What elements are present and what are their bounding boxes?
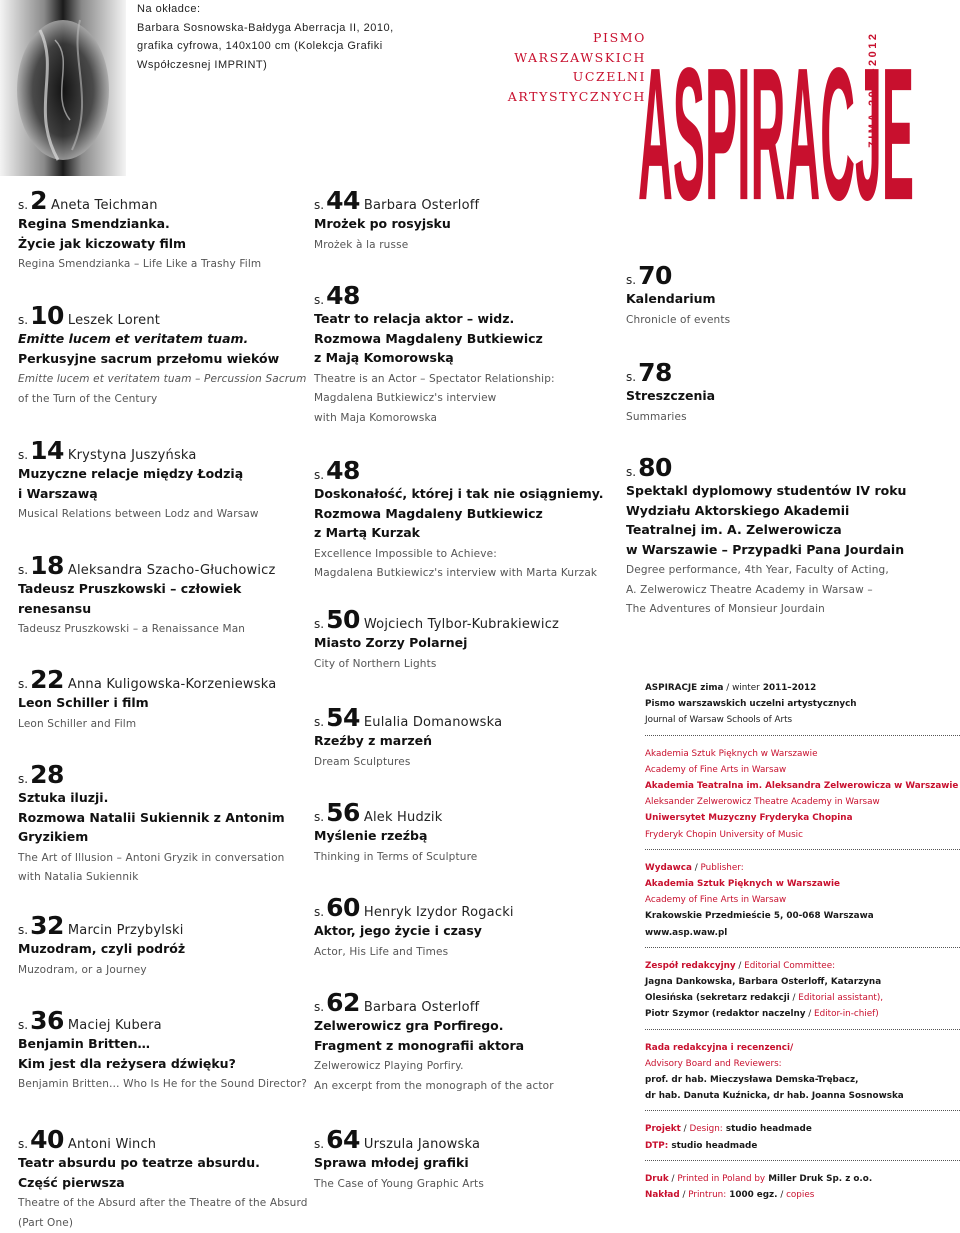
article-subtitle: Dream Sculptures [314,753,614,773]
colophon-line: prof. dr hab. Mieczysława Demska-Trębacz, [645,1072,960,1088]
author-name: Barbara Osterloff [364,1000,479,1015]
author-name: Leszek Lorent [68,313,160,328]
page-prefix: s. [18,448,28,462]
article-title: Zelwerowicz gra Porfirego. [314,1016,614,1036]
colophon-text: / [692,863,701,873]
divider [645,1029,960,1030]
article-title: Rozmowa Magdaleny Butkiewicz [314,504,614,524]
colophon-line: Akademia Sztuk Pięknych w Warszawie [645,876,960,892]
article-subtitle: Thinking in Terms of Sculpture [314,848,614,868]
article-title: Wydziału Aktorskiego Akademii [626,501,926,521]
colophon-text: Design: [689,1124,722,1134]
colophon-issue [645,680,960,696]
toc-entry-header [314,283,614,309]
page-prefix: s. [18,563,28,577]
colophon-text: Editor-in-chief) [814,1009,879,1019]
toc-entry[interactable] [314,458,614,584]
article-title: Myślenie rzeźbą [314,826,614,846]
toc-entry[interactable] [626,360,926,427]
author-name: Wojciech Tylbor-Kubrakiewicz [364,617,559,632]
toc-entry-header [18,667,318,693]
page-prefix: s. [626,273,636,287]
page-number: 48 [326,456,360,485]
article-subtitle: Actor, His Life and Times [314,943,614,963]
author-name: Urszula Janowska [364,1137,480,1152]
article-subtitle: (Part One) [18,1214,318,1233]
colophon-text: 2011–2012 [760,683,816,693]
page-number: 50 [326,605,360,634]
page-prefix: s. [626,370,636,384]
page-number: 36 [30,1006,64,1035]
page-number: 14 [30,436,64,465]
author-name: Alek Hudzik [364,810,443,825]
colophon-text: Projekt [645,1124,681,1134]
toc-entry[interactable] [626,455,926,620]
page-prefix: s. [314,1137,324,1151]
article-title: z Martą Kurzak [314,523,614,543]
cover-note [137,0,394,74]
page-number: 28 [30,760,64,789]
toc-entry[interactable] [18,762,318,888]
page-prefix: s. [18,1018,28,1032]
article-title: Sztuka iluzji. [18,788,318,808]
author-name: Krystyna Juszyńska [68,448,197,463]
toc-entry-header [18,553,318,579]
page-number: 40 [30,1125,64,1154]
article-title: Muzodram, czyli podróż [18,939,318,959]
colophon-text: / [778,1190,787,1200]
colophon-line: Krakowskie Przedmieście 5, 00-068 Warszawa [645,908,960,924]
page-number: 22 [30,665,64,694]
logo-wordmark: ASPIRACJE [638,28,914,205]
article-subtitle: Muzodram, or a Journey [18,961,318,981]
page-number: 70 [638,261,672,290]
article-title: Kim jest dla reżysera dźwięku? [18,1054,318,1074]
website-link[interactable]: www.asp.waw.pl [645,925,960,941]
article-subtitle: Musical Relations between Lodz and Warsaw [18,505,318,525]
toc-entry[interactable] [314,188,614,255]
page-prefix: s. [626,465,636,479]
article-title: Doskonałość, której i tak nie osiągniemy. [314,484,614,504]
page-prefix: s. [314,198,324,212]
article-title: Rozmowa Natalii Sukiennik z Antonim [18,808,318,828]
colophon-text: winter [732,683,760,693]
article-title: i Warszawą [18,484,318,504]
colophon-print [645,1171,960,1187]
colophon-line: Uniwersytet Muzyczny Fryderyka Chopina [645,810,960,826]
page-number: 48 [326,281,360,310]
colophon-line: Pismo warszawskich uczelni artystycznych [645,696,960,712]
article-subtitle: Regina Smendzianka – Life Like a Trashy Film [18,255,318,275]
toc-entry-header [314,990,614,1016]
page-prefix: s. [314,468,324,482]
toc-entry[interactable] [18,1127,318,1233]
colophon-text: Olesińska (sekretarz redakcji [645,993,790,1003]
article-subtitle: Degree performance, 4th Year, Faculty of Acting, [626,561,926,581]
toc-entry-header [18,1008,318,1034]
toc-entry-header [18,438,318,464]
toc-entry[interactable] [18,303,318,409]
page-prefix: s. [18,313,28,327]
toc-entry[interactable] [314,800,614,867]
toc-entry[interactable] [314,1127,614,1194]
cover-note-line: Barbara Sosnowska-Bałdyga Aberracja II, 2010, [137,19,394,38]
author-name: Maciej Kubera [68,1018,162,1033]
page-number: 64 [326,1125,360,1154]
cover-note-line: grafika cyfrowa, 140x100 cm (Kolekcja Grafiki [137,37,394,56]
article-title: Streszczenia [626,386,926,406]
page-number: 80 [638,453,672,482]
colophon-text: / [805,1009,814,1019]
article-subtitle: Theatre is an Actor – Spectator Relationship: [314,370,614,390]
toc-entry-header [18,1127,318,1153]
colophon-text: Printrun: [688,1190,726,1200]
author-name: Marcin Przybylski [68,923,184,938]
article-title: Emitte lucem et veritatem tuam. [18,329,318,349]
article-title: z Mają Komorowską [314,348,614,368]
article-subtitle: City of Northern Lights [314,655,614,675]
article-subtitle: Mrożek à la russe [314,236,614,256]
article-subtitle: Benjamin Britten… Who Is He for the Sound Director? [18,1075,318,1095]
colophon-line: Akademia Teatralna im. Aleksandra Zelwerowicza w Warszawie [645,778,960,794]
toc-entry[interactable] [18,188,318,275]
toc-entry[interactable] [314,895,614,962]
toc-entry-header [626,263,926,289]
colophon-text: Editorial Committee: [744,961,835,971]
journal-subtitle-line: PISMO [480,28,646,48]
page-prefix: s. [314,905,324,919]
colophon-publisher [645,860,960,876]
page-prefix: s. [18,772,28,786]
toc-entry-header [314,1127,614,1153]
article-subtitle: Chronicle of events [626,311,926,331]
colophon-text: / [669,1174,678,1184]
colophon-text: / [736,961,745,971]
article-subtitle: An excerpt from the monograph of the actor [314,1077,614,1097]
colophon-text: Editorial assistant), [798,993,883,1003]
toc-entry-header [626,360,926,386]
toc-entry-header [18,762,318,788]
colophon-text: ASPIRACJE zima [645,683,724,693]
article-subtitle: The Art of Illusion – Antoni Gryzik in conversation [18,849,318,869]
toc-entry[interactable] [314,607,614,674]
page-number: 62 [326,988,360,1017]
page-number: 10 [30,301,64,330]
colophon-text: Zespół redakcyjny [645,961,736,971]
article-subtitle: Theatre of the Absurd after the Theatre of the Absurd [18,1194,318,1214]
colophon-line: Jagna Dankowska, Barbara Osterloff, Katarzyna [645,974,960,990]
article-title: Mrożek po rosyjsku [314,214,614,234]
colophon-design [645,1121,960,1137]
colophon-text: / [680,1190,689,1200]
cover-note-line: Na okładce: [137,0,394,19]
colophon-text: Nakład [645,1190,680,1200]
article-title: Życie jak kiczowaty film [18,234,318,254]
colophon-text: Druk [645,1174,669,1184]
colophon-text: Piotr Szymor (redaktor naczelny [645,1009,805,1019]
article-subtitle: Leon Schiller and Film [18,715,318,735]
colophon-line: Academy of Fine Arts in Warsaw [645,892,960,908]
author-name: Aneta Teichman [51,198,158,213]
toc-entry[interactable] [18,913,318,980]
colophon-printrun [645,1187,960,1203]
colophon-text: copies [786,1190,814,1200]
toc-entry[interactable] [18,553,318,640]
page-number: 54 [326,703,360,732]
page-prefix: s. [18,923,28,937]
page-prefix: s. [314,810,324,824]
colophon-text: Printed in Poland by [677,1174,765,1184]
article-subtitle: with Maja Komorowska [314,409,614,429]
article-title: Tadeusz Pruszkowski – człowiek [18,579,318,599]
page-number: 18 [30,551,64,580]
toc-entry[interactable] [314,283,614,428]
colophon-dtp [645,1138,960,1154]
colophon-text: 1000 egz. [726,1190,777,1200]
page-prefix: s. [314,293,324,307]
article-title: Leon Schiller i film [18,693,318,713]
page-number: 32 [30,911,64,940]
article-subtitle: Magdalena Butkiewicz's interview [314,389,614,409]
article-subtitle: of the Turn of the Century [18,390,318,410]
page-prefix: s. [18,198,28,212]
toc-entry-header [18,303,318,329]
article-title: w Warszawie – Przypadki Pana Jourdain [626,540,926,560]
article-title: Gryzikiem [18,827,318,847]
page-prefix: s. [314,1000,324,1014]
journal-subtitle [480,28,646,106]
toc-entry-header [314,458,614,484]
article-title: Część pierwsza [18,1173,318,1193]
toc-entry[interactable] [18,1008,318,1095]
issue-label: ZIMA 2011-2012 [867,31,879,148]
divider [645,1160,960,1161]
author-name: Aleksandra Szacho-Głuchowicz [68,563,276,578]
article-title: Spektakl dyplomowy studentów IV roku [626,481,926,501]
colophon-text: Wydawca [645,863,692,873]
article-title: Teatr to relacja aktor – widz. [314,309,614,329]
article-title: Kalendarium [626,289,926,309]
page-number: 60 [326,893,360,922]
colophon [645,680,960,1203]
divider [645,849,960,850]
colophon-text: studio headmade [668,1141,757,1151]
author-name: Anna Kuligowska-Korzeniewska [68,677,277,692]
article-subtitle: Summaries [626,408,926,428]
article-title: Perkusyjne sacrum przełomu wieków [18,349,318,369]
article-title: Fragment z monografii aktora [314,1036,614,1056]
colophon-line: dr hab. Danuta Kuźnicka, dr hab. Joanna Sosnowska [645,1088,960,1104]
divider [645,947,960,948]
colophon-line [645,990,960,1006]
article-title: Regina Smendzianka. [18,214,318,234]
journal-subtitle-line: UCZELNI [480,67,646,87]
colophon-text: / [681,1124,690,1134]
toc-entry-header [314,188,614,214]
toc-entry[interactable] [18,438,318,525]
article-subtitle: Excellence Impossible to Achieve: [314,545,614,565]
toc-entry[interactable] [18,667,318,734]
aspiracje-logo [638,0,960,205]
colophon-line: Aleksander Zelwerowicz Theatre Academy in Warsaw [645,794,960,810]
journal-subtitle-line: ARTYSTYCZNYCH [480,87,646,107]
colophon-line: Journal of Warsaw Schools of Arts [645,712,960,728]
toc-entry-header [314,800,614,826]
journal-subtitle-line: WARSZAWSKICH [480,48,646,68]
article-title: Muzyczne relacje między Łodzią [18,464,318,484]
cover-note-line: Współczesnej IMPRINT) [137,56,394,75]
toc-entry-header [626,455,926,481]
toc-entry[interactable] [314,705,614,772]
colophon-editorial [645,958,960,974]
article-subtitle: Emitte lucem et veritatem tuam – Percussion Sacrum [18,370,318,390]
colophon-line: Rada redakcyjna i recenzenci/ [645,1040,960,1056]
colophon-line: Akademia Sztuk Pięknych w Warszawie [645,746,960,762]
colophon-text: / [724,683,733,693]
article-title: Benjamin Britten… [18,1034,318,1054]
colophon-text: / [790,993,799,1003]
article-subtitle: Zelwerowicz Playing Porfiry. [314,1057,614,1077]
page-number: 78 [638,358,672,387]
article-subtitle: Tadeusz Pruszkowski – a Renaissance Man [18,620,318,640]
toc-entry[interactable] [314,990,614,1096]
article-title: Teatr absurdu po teatrze absurdu. [18,1153,318,1173]
toc-entry-header [314,607,614,633]
article-subtitle: Magdalena Butkiewicz's interview with Marta Kurzak [314,564,614,584]
divider [645,1110,960,1111]
colophon-text: DTP: [645,1141,668,1151]
article-title: Teatralnej im. A. Zelwerowicza [626,520,926,540]
article-title: Rozmowa Magdaleny Butkiewicz [314,329,614,349]
page-prefix: s. [18,677,28,691]
colophon-text: Miller Druk Sp. z o.o. [765,1174,872,1184]
colophon-text: Publisher: [701,863,744,873]
article-subtitle: The Adventures of Monsieur Jourdain [626,600,926,620]
author-name: Eulalia Domanowska [364,715,502,730]
page-number: 2 [30,186,47,215]
toc-entry-header [314,895,614,921]
colophon-line: Fryderyk Chopin University of Music [645,827,960,843]
toc-entry-header [18,188,318,214]
cover-image [0,0,126,176]
colophon-text: studio headmade [723,1124,812,1134]
toc-entry-header [18,913,318,939]
article-subtitle: A. Zelwerowicz Theatre Academy in Warsaw – [626,581,926,601]
colophon-line [645,1006,960,1022]
page-prefix: s. [314,715,324,729]
colophon-line: Advisory Board and Reviewers: [645,1056,960,1072]
article-subtitle: with Natalia Sukiennik [18,868,318,888]
article-title: Aktor, jego życie i czasy [314,921,614,941]
toc-entry-header [314,705,614,731]
article-title: Miasto Zorzy Polarnej [314,633,614,653]
divider [645,735,960,736]
page-number: 44 [326,186,360,215]
colophon-line: Academy of Fine Arts in Warsaw [645,762,960,778]
article-title: Sprawa młodej grafiki [314,1153,614,1173]
toc-entry[interactable] [626,263,926,330]
article-subtitle: The Case of Young Graphic Arts [314,1175,614,1195]
page-number: 56 [326,798,360,827]
page-prefix: s. [314,617,324,631]
article-title: renesansu [18,599,318,619]
author-name: Henryk Izydor Rogacki [364,905,514,920]
article-title: Rzeźby z marzeń [314,731,614,751]
page-prefix: s. [18,1137,28,1151]
author-name: Antoni Winch [68,1137,156,1152]
author-name: Barbara Osterloff [364,198,479,213]
